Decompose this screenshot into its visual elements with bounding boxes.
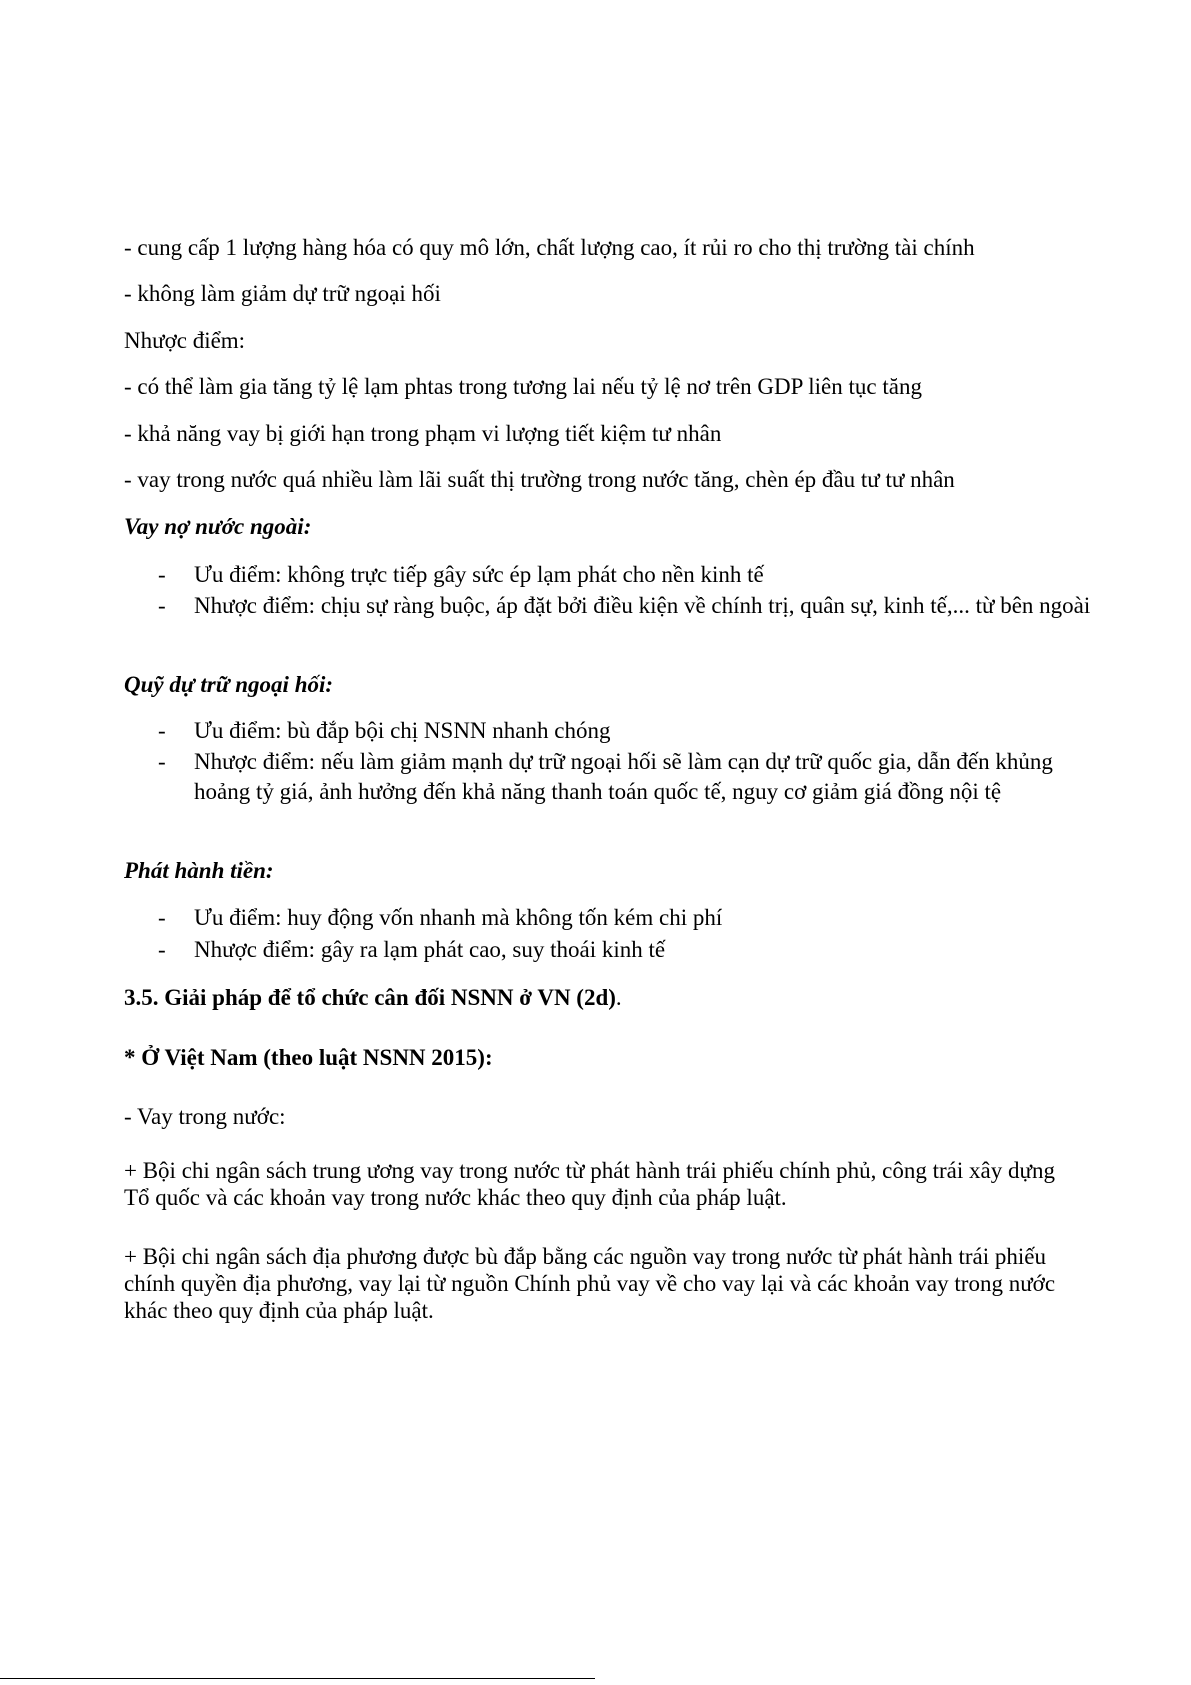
vietnam-subheading: * Ở Việt Nam (theo luật NSNN 2015): xyxy=(124,1045,493,1070)
local-budget-paragraph: + Bội chi ngân sách địa phương được bù đắp bằng các nguồn vay trong nước từ phát hành trái phiếu chính quyền địa phương, vay lại từ nguồn Chính phủ vay về cho vay lại và các khoản vay trong nước khác theo quy định của pháp luật. xyxy=(124,1244,1056,1323)
foreign-advantage: Ưu điểm: không trực tiếp gây sức ép lạm phát cho nền kinh tế xyxy=(194,562,764,587)
foreign-disadvantage: Nhược điểm: chịu sự ràng buộc, áp đặt bởi điều kiện về chính trị, quân sự, kinh tế,... từ bên ngoài xyxy=(194,593,1091,618)
section-heading-money-issue: Phát hành tiền: xyxy=(124,858,274,883)
disadvantage-label: Nhược điểm: xyxy=(124,328,246,353)
footer-divider xyxy=(0,1678,595,1679)
section-heading-foreign-loans: Vay nợ nước ngoài: xyxy=(124,514,312,539)
bullet-marker: - xyxy=(158,593,166,618)
money-disadvantage: Nhược điểm: gây ra lạm phát cao, suy thoái kinh tế xyxy=(194,937,666,962)
disadvantage-line-1: - có thể làm gia tăng tỷ lệ lạm phtas trong tương lai nếu tỷ lệ nơ trên GDP liên tục tăng xyxy=(124,374,922,399)
disadvantage-line-2: - khả năng vay bị giới hạn trong phạm vi lượng tiết kiệm tư nhân xyxy=(124,421,722,446)
section-35-heading-line xyxy=(124,983,622,1013)
section-35-heading: 3.5. Giải pháp để tổ chức cân đối NSNN ở VN (2d) xyxy=(124,985,616,1010)
reserve-advantage: Ưu điểm: bù đắp bội chị NSNN nhanh chóng xyxy=(194,718,611,743)
bullet-marker: - xyxy=(158,937,166,962)
advantage-line-2: - không làm giảm dự trữ ngoại hối xyxy=(124,281,441,306)
disadvantage-line-3: - vay trong nước quá nhiều làm lãi suất thị trường trong nước tăng, chèn ép đầu tư tư nhân xyxy=(124,467,955,492)
bullet-marker: - xyxy=(158,718,166,743)
bullet-marker: - xyxy=(158,905,166,930)
money-advantage: Ưu điểm: huy động vốn nhanh mà không tốn kém chi phí xyxy=(194,905,723,930)
section-35-heading-tail: . xyxy=(615,985,622,1010)
section-heading-fx-reserve: Quỹ dự trữ ngoại hối: xyxy=(124,672,334,697)
advantage-line-1: - cung cấp 1 lượng hàng hóa có quy mô lớn, chất lượng cao, ít rủi ro cho thị trường tài chính xyxy=(124,235,975,260)
bullet-marker: - xyxy=(158,562,166,587)
reserve-disadvantage: Nhược điểm: nếu làm giảm mạnh dự trữ ngoại hối sẽ làm cạn dự trữ quốc gia, dẫn đến khủng hoảng tỷ giá, ảnh hưởng đến khả năng thanh toán quốc tế, nguy cơ giảm giá đồng nội tệ xyxy=(194,749,1053,804)
central-budget-paragraph: + Bội chi ngân sách trung ương vay trong nước từ phát hành trái phiếu chính phủ, công trái xây dựng Tổ quốc và các khoản vay trong nước khác theo quy định của pháp luật. xyxy=(124,1158,1055,1210)
domestic-loans-label: - Vay trong nước: xyxy=(124,1104,286,1129)
bullet-marker: - xyxy=(158,749,166,774)
